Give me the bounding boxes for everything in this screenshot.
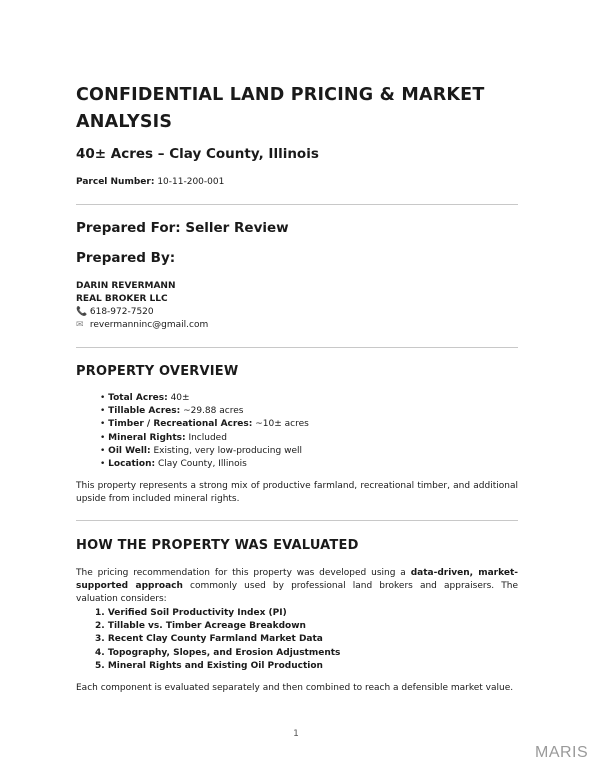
list-item: 3. Recent Clay County Farmland Market Data — [95, 634, 323, 645]
divider — [76, 520, 518, 521]
contact-block — [76, 280, 208, 332]
evaluation-closing: Each component is evaluated separately and then combined to reach a defensible market value. — [76, 683, 514, 693]
list-item: • Timber / Recreational Acres: ~10± acres — [100, 419, 309, 430]
overview-list — [100, 392, 309, 471]
overview-heading: PROPERTY OVERVIEW — [76, 364, 239, 379]
list-item: 2. Tillable vs. Timber Acreage Breakdown — [95, 621, 306, 632]
list-item: • Location: Clay County, Illinois — [100, 459, 247, 470]
phone-icon: 📞 — [76, 307, 88, 317]
envelope-icon: ✉ — [76, 320, 84, 330]
phone-line — [76, 306, 208, 319]
divider — [76, 347, 518, 348]
maris-watermark: MARIS — [535, 744, 589, 761]
company-name: REAL BROKER LLC — [76, 294, 168, 304]
document-title: CONFIDENTIAL LAND PRICING & MARKET ANALYSIS — [76, 85, 485, 132]
list-item: 4. Topography, Slopes, and Erosion Adjustments — [95, 647, 341, 658]
email-line — [76, 319, 208, 332]
evaluation-heading: HOW THE PROPERTY WAS EVALUATED — [76, 538, 359, 553]
document-subtitle: 40± Acres – Clay County, Illinois — [76, 146, 319, 162]
list-item: 1. Verified Soil Productivity Index (PI) — [95, 608, 287, 618]
list-item: • Tillable Acres: ~29.88 acres — [100, 406, 244, 417]
evaluation-list — [95, 607, 340, 673]
divider — [76, 204, 518, 205]
prepared-for-heading: Prepared For: Seller Review — [76, 220, 289, 236]
list-item: 5. Mineral Rights and Existing Oil Production — [95, 660, 323, 671]
list-item: • Mineral Rights: Included — [100, 432, 227, 443]
parcel-number — [76, 176, 224, 189]
email-address: revermanninc@gmail.com — [89, 320, 209, 330]
list-item: • Total Acres: 40± — [100, 393, 190, 403]
evaluation-intro: The pricing recommendation for this property was developed using a data-driven, market-supported approach commonly used by professional land brokers and appraisers. The valuation considers: — [76, 568, 518, 605]
phone-number: 618-972-7520 — [89, 307, 154, 317]
overview-paragraph: This property represents a strong mix of productive farmland, recreational timber, and additional upside from included mineral rights. — [76, 481, 518, 505]
list-item: • Oil Well: Existing, very low-producing well — [100, 445, 302, 456]
agent-name: DARIN REVERMANN — [76, 281, 176, 291]
page-number: 1 — [293, 729, 299, 739]
parcel-value: 10-11-200-001 — [157, 177, 225, 187]
prepared-by-heading: Prepared By: — [76, 250, 176, 266]
parcel-label: Parcel Number: — [76, 177, 155, 187]
